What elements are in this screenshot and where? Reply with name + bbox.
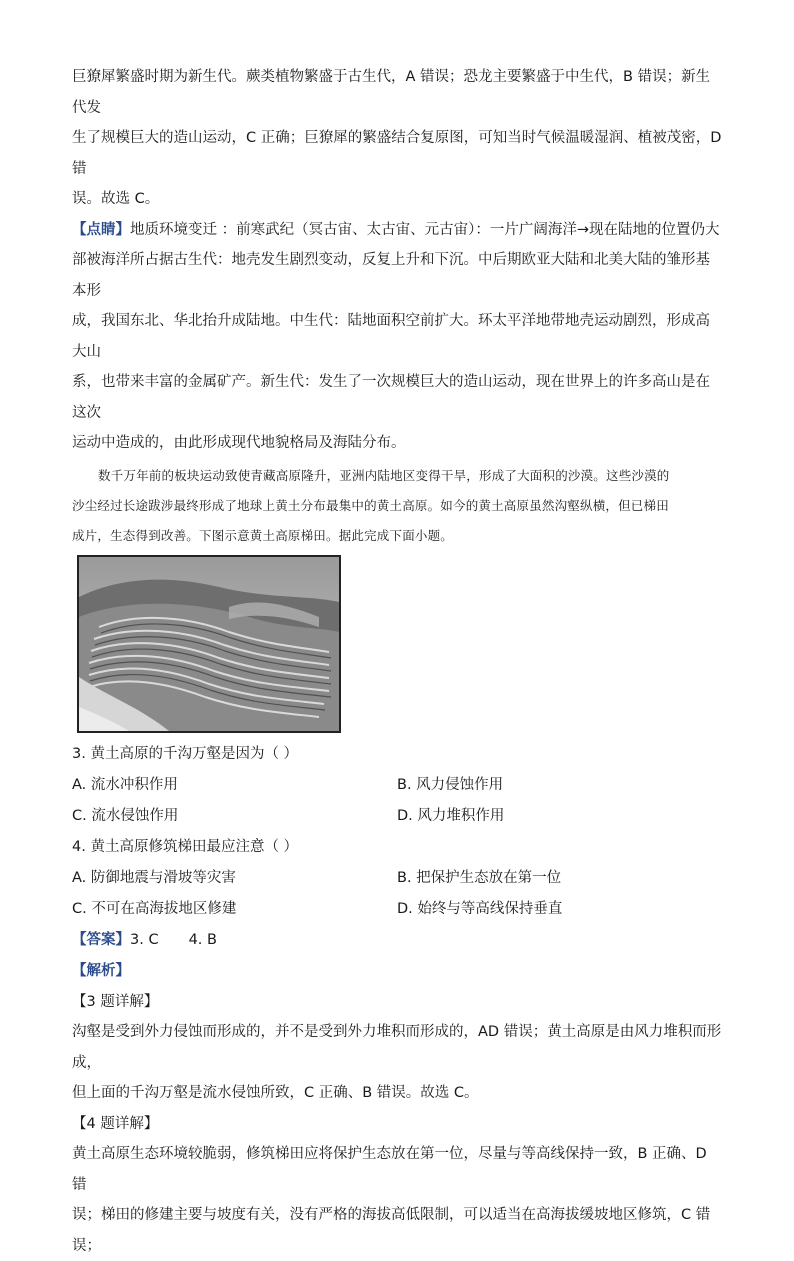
answer-row (72, 925, 722, 956)
answer-3: 3. C (130, 931, 159, 948)
document-page (72, 62, 722, 1261)
stem-line-1: 数千万年前的板块运动致使青藏高原隆升，亚洲内陆地区变得干旱，形成了大面积的沙漠。这些沙漠的 (98, 467, 670, 483)
q3-option-b: B. 风力侵蚀作用 (397, 776, 504, 793)
intro-line-1: 巨獠犀繁盛时期为新生代。蕨类植物繁盛于古生代，A 错误；恐龙主要繁盛于中生代，B 错误；新生代发 (72, 69, 711, 116)
q4-option-b: B. 把保护生态放在第一位 (397, 869, 562, 886)
question-4-options (72, 863, 722, 925)
q4-option-c: C. 不可在高海拔地区修建 (72, 900, 237, 917)
answer-4: 4. B (188, 931, 217, 948)
dianjing-line-1 (72, 215, 722, 246)
stem-line-2: 沙尘经过长途跋涉最终形成了地球上黄土分布最集中的黄土高原。如今的黄土高原虽然沟壑纵横，但已梯田 (72, 497, 669, 513)
detail-4-line-2: 误；梯田的修建主要与坡度有关，没有严格的海拔高低限制，可以适当在高海拔缓坡地区修筑，C 错误； (72, 1207, 711, 1254)
q3-option-c: C. 流水侵蚀作用 (72, 807, 179, 824)
question-4-stem: 4. 黄土高原修筑梯田最应注意（ ） (72, 838, 299, 855)
detail-3-line-2: 但上面的千沟万壑是流水侵蚀所致，C 正确、B 错误。故选 C。 (72, 1085, 479, 1101)
detail-4-label: 【4 题详解】 (72, 1115, 159, 1132)
detail-4-line-1: 黄土高原生态环境较脆弱，修筑梯田应将保护生态放在第一位，尽量与等高线保持一致，B 正确、D 错 (72, 1146, 707, 1193)
q3-option-a: A. 流水冲积作用 (72, 776, 178, 793)
question-3-options (72, 770, 722, 832)
detail-3-line-1: 沟壑是受到外力侵蚀而形成的，并不是受到外力堆积而形成的，AD 错误；黄土高原是由风力堆积而形成， (72, 1024, 722, 1071)
q3-option-d: D. 风力堆积作用 (397, 807, 505, 824)
intro-line-3: 误。故选 C。 (72, 191, 160, 207)
answer-label: 【答案】 (72, 931, 130, 948)
q4-option-a: A. 防御地震与滑坡等灾害 (72, 869, 236, 886)
dianjing-line-5: 运动中造成的，由此形成现代地貌格局及海陆分布。 (72, 435, 406, 451)
dianjing-line-3: 成，我国东北、华北抬升成陆地。中生代：陆地面积空前扩大。环太平洋地带地壳运动剧烈，形成高大山 (72, 313, 710, 360)
analysis-row (72, 956, 722, 987)
analysis-label: 【解析】 (72, 962, 130, 979)
question-3-stem: 3. 黄土高原的千沟万壑是因为（ ） (72, 745, 299, 762)
dianjing-line-2: 部被海洋所占据古生代：地壳发生剧烈变动，反复上升和下沉。中后期欧亚大陆和北美大陆的雏形基本形 (72, 252, 710, 299)
detail-3-label: 【3 题详解】 (72, 993, 159, 1010)
dianjing-label: 【点睛】 (72, 221, 130, 238)
q4-option-d: D. 始终与等高线保持垂直 (397, 900, 563, 917)
dianjing-line-4: 系，也带来丰富的金属矿产。新生代：发生了一次规模巨大的造山运动，现在世界上的许多高山是在这次 (72, 374, 710, 421)
terraced-fields-photo (77, 555, 341, 733)
stem-line-3: 成片，生态得到改善。下图示意黄土高原梯田。据此完成下面小题。 (72, 527, 454, 543)
intro-line-2: 生了规模巨大的造山运动，C 正确；巨獠犀的繁盛结合复原图，可知当时气候温暖湿润、植被茂密，D 错 (72, 130, 722, 177)
dianjing-text-1: 地质环境变迁 ：前寒武纪（冥古宙、太古宙、元古宙）：一片广阔海洋→现在陆地的位置仍大 (130, 221, 720, 238)
